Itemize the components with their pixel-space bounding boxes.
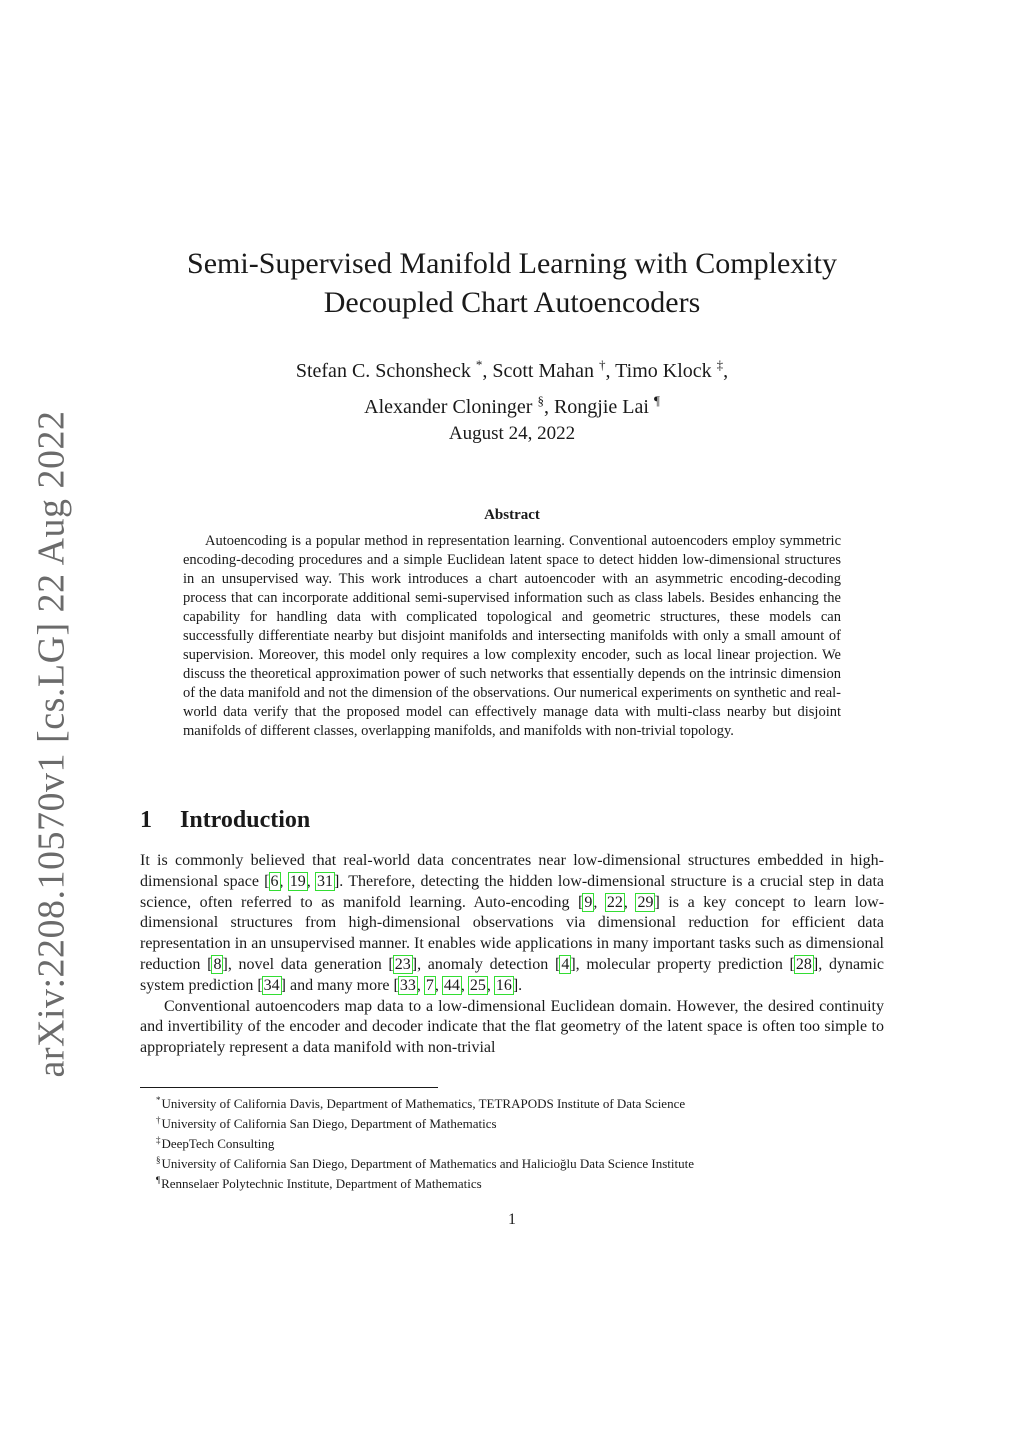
citation-link[interactable]: 34 bbox=[263, 976, 280, 994]
text-run: ] and many more [ bbox=[280, 976, 399, 994]
author-footnote-mark[interactable]: § bbox=[537, 393, 544, 408]
footnote-mark: † bbox=[156, 1115, 161, 1125]
arxiv-identifier-text: arXiv:2208.10570v1 [cs.LG] 22 Aug 2022 bbox=[31, 410, 74, 1078]
footnote-text: DeepTech Consulting bbox=[161, 1136, 275, 1151]
author-line-1: Stefan C. Schonsheck *, Scott Mahan †, Timo Klock ‡, bbox=[295, 357, 729, 382]
footnote-divider bbox=[140, 1087, 438, 1088]
author-name: Rongjie Lai bbox=[553, 396, 649, 418]
section-heading bbox=[140, 807, 310, 834]
footnote-mark: ¶ bbox=[156, 1175, 161, 1185]
footnote-text: University of California San Diego, Department of Mathematics and Halicioğlu Data Science Institute bbox=[161, 1156, 694, 1171]
text-run: ], dynamic system prediction [ bbox=[140, 955, 885, 994]
author-name: Timo Klock bbox=[615, 360, 712, 382]
footnote bbox=[156, 1092, 876, 1112]
citation-link[interactable]: 31 bbox=[316, 872, 333, 890]
author-name: Alexander Cloninger bbox=[364, 396, 533, 418]
footnote bbox=[156, 1152, 876, 1172]
footnote-text: Rennselaer Polytechnic Institute, Department of Mathematics bbox=[161, 1176, 482, 1191]
citation-link[interactable]: 19 bbox=[289, 872, 306, 890]
abstract-body: Autoencoding is a popular method in representation learning. Conventional autoencoders employ symmetric encoding-decoding procedures and a simple Euclidean latent space to detect hidden low-dimensional structures in an unsupervised way. This work introduces a chart autoencoder with an asymmetric encoding-decoding process that can incorporate additional semi-supervised information such as class labels. Besides enhancing the capability for handling data with complicated topological and geometric structures, these models can successfully differentiate nearby but disjoint manifolds and intersecting manifolds with only a small amount of supervision. Moreover, this model only requires a low complexity encoder, such as local linear projection. We discuss the theoretical approximation power of such networks that essentially depends on the intrinsic dimension of the data manifold and not the dimension of the observations. Our numerical experiments on synthetic and real-world data verify that the proposed model can effectively manage data with multi-class nearby but disjoint manifolds of different classes, overlapping manifolds, and manifolds with non-trivial topology. bbox=[183, 533, 841, 739]
paragraph: Conventional autoencoders map data to a low-dimensional Euclidean domain. However, the desired continuity and invertibility of the encoder and decoder indicate that the flat geometry of the latent space is often too simple to appropriately represent a data manifold with non-trivial bbox=[140, 997, 884, 1057]
author-footnote-mark[interactable]: † bbox=[598, 357, 606, 372]
section-number: 1 bbox=[140, 807, 152, 833]
title-line-2: Decoupled Chart Autoencoders bbox=[323, 286, 701, 319]
citation-link[interactable]: 28 bbox=[795, 955, 812, 973]
paragraph: It is commonly believed that real-world data concentrates near low-dimensional structures embedded in high-dimensional space [6, 19, 31]. Therefore, detecting the hidden low-dimensional structure is a crucial step in data science, often referred to as manifold learning. Auto-encoding [9, 22, 29] is a key concept to learn low-dimensional structures from high-dimensional observations via dimensional reduction for efficient data representation in an unsupervised manner. It enables wide applications in many important tasks such as dimensional reduction [8], novel data generation [23], anomaly detection [4], molecular property prediction [28], dynamic system prediction [34] and many more [33, 7, 44, 25, 16]. bbox=[140, 852, 885, 994]
paper-title bbox=[140, 244, 884, 322]
citation-link[interactable]: 9 bbox=[584, 893, 593, 911]
text-run: ]. bbox=[512, 976, 523, 994]
citation-link[interactable]: 22 bbox=[606, 893, 623, 911]
text-run: ] is a key concept to learn low-dimensional structures from high-dimensional observations via dimensional reduction for efficient data representation in an unsupervised manner. It enables wide applications in many important tasks such as dimensional reduction [ bbox=[140, 893, 885, 973]
footnote-mark: § bbox=[156, 1155, 161, 1165]
citation-link[interactable]: 29 bbox=[637, 893, 654, 911]
footnote bbox=[156, 1112, 876, 1132]
text-run: ], novel data generation [ bbox=[222, 955, 394, 973]
abstract-heading: Abstract bbox=[484, 507, 540, 523]
citation-link[interactable]: 6 bbox=[270, 872, 279, 890]
author-line-2: Alexander Cloninger §, Rongjie Lai ¶ bbox=[364, 393, 660, 418]
page-number: 1 bbox=[508, 1211, 516, 1228]
footnote-text: University of California Davis, Department of Mathematics, TETRAPODS Institute of Data Science bbox=[161, 1096, 686, 1111]
author-footnote-mark[interactable]: ¶ bbox=[653, 393, 660, 408]
text-run: It is commonly believed that real-world data concentrates near low-dimensional structures embedded in high-dimensional space [ bbox=[140, 852, 884, 890]
author-footnote-mark[interactable]: ‡ bbox=[716, 357, 724, 372]
text-run: ], molecular property prediction [ bbox=[570, 955, 795, 973]
section-title: Introduction bbox=[180, 807, 311, 833]
footnote-mark: * bbox=[156, 1095, 161, 1105]
citation-link[interactable]: 23 bbox=[394, 955, 411, 973]
author-name: Scott Mahan bbox=[492, 360, 594, 382]
footnote-text: University of California San Diego, Department of Mathematics bbox=[161, 1116, 497, 1131]
citation-link[interactable]: 44 bbox=[443, 976, 460, 994]
arxiv-identifier bbox=[31, 410, 74, 1078]
text-run: ], anomaly detection [ bbox=[411, 955, 561, 973]
text-run: ]. Therefore, detecting the hidden low-dimensional structure is a crucial step in data science, often referred to as manifold learning. Auto-encoding [ bbox=[140, 872, 885, 911]
citation-link[interactable]: 4 bbox=[561, 955, 570, 973]
footnote bbox=[156, 1132, 876, 1152]
footnote-mark: ‡ bbox=[156, 1135, 161, 1145]
author-name: Stefan C. Schonsheck bbox=[295, 360, 471, 382]
citation-link[interactable]: 25 bbox=[469, 976, 486, 994]
title-line-1: Semi-Supervised Manifold Learning with Complexity bbox=[187, 247, 837, 280]
author-footnote-mark[interactable]: * bbox=[475, 357, 483, 372]
author-list bbox=[140, 350, 884, 422]
publication-date: August 24, 2022 bbox=[448, 423, 576, 444]
introduction-text bbox=[140, 851, 884, 1059]
citation-link[interactable]: 7 bbox=[425, 976, 434, 994]
citation-link[interactable]: 33 bbox=[399, 976, 416, 994]
footnote bbox=[156, 1172, 876, 1192]
citation-link[interactable]: 8 bbox=[213, 955, 222, 973]
footnotes bbox=[156, 1092, 876, 1192]
citation-link[interactable]: 16 bbox=[495, 976, 512, 994]
